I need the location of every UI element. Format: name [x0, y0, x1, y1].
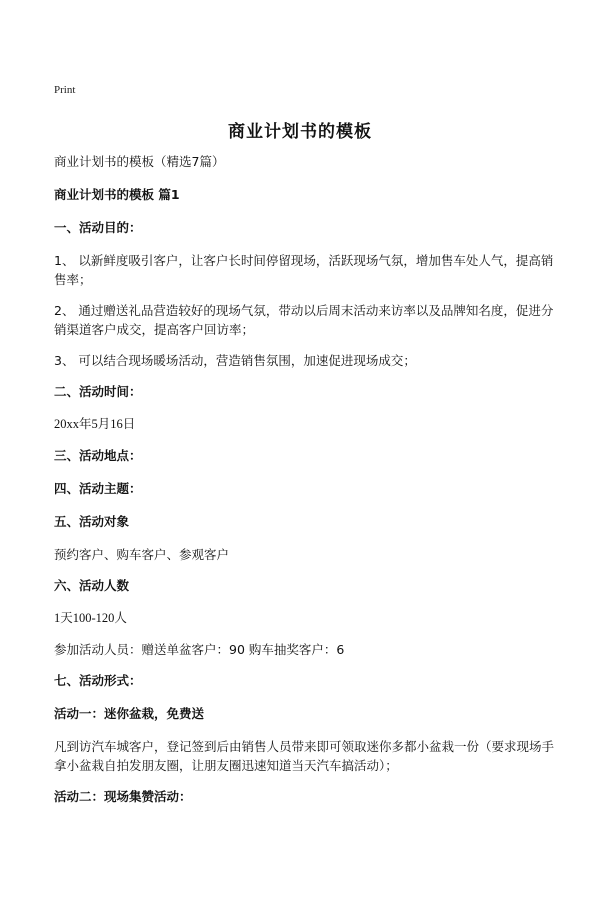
purpose-item-2: 2、 通过赠送礼品营造较好的现场气氛，带动以后周末活动来访率以及品牌知名度，促进分销渠道客户成交，提高客户回访率； [54, 303, 554, 337]
document-title: 商业计划书的模板 [228, 122, 372, 142]
section-heading-format: 七、活动形式： [54, 673, 142, 688]
section-heading-headcount: 六、活动人数 [54, 578, 130, 593]
document-body [54, 152, 554, 820]
part-heading: 商业计划书的模板 篇1 [54, 187, 180, 202]
event-date: 20xx年5月16日 [54, 417, 136, 431]
headcount-value: 1天100-120人 [54, 611, 127, 625]
purpose-item-3: 3、 可以结合现场暖场活动，营造销售氛围，加速促进现场成交； [54, 353, 416, 368]
section-heading-purpose: 一、活动目的： [54, 220, 142, 235]
purpose-item-1: 1、 以新鲜度吸引客户，让客户长时间停留现场，活跃现场气氛，增加售车处人气，提高销售率； [54, 253, 554, 287]
print-label: Print [54, 84, 76, 96]
audience-value: 预约客户、购车客户、参观客户 [54, 547, 230, 562]
section-heading-theme: 四、活动主题： [54, 481, 142, 496]
activity-2-heading: 活动二：现场集赞活动： [54, 789, 192, 804]
document-subtitle: 商业计划书的模板（精选7篇） [54, 154, 225, 169]
section-heading-audience: 五、活动对象 [54, 514, 130, 529]
activity-1-heading: 活动一：迷你盆栽，免费送 [54, 706, 205, 721]
participants-breakdown: 参加活动人员：赠送单盆客户：90 购车抽奖客户：6 [54, 642, 345, 657]
section-heading-location: 三、活动地点： [54, 448, 142, 463]
section-heading-time: 二、活动时间： [54, 384, 142, 399]
activity-1-text: 凡到访汽车城客户，登记签到后由销售人员带来即可领取迷你多都小盆栽一份（要求现场手拿小盆栽自拍发朋友圈，让朋友圈迅速知道当天汽车搞活动）； [54, 739, 555, 773]
